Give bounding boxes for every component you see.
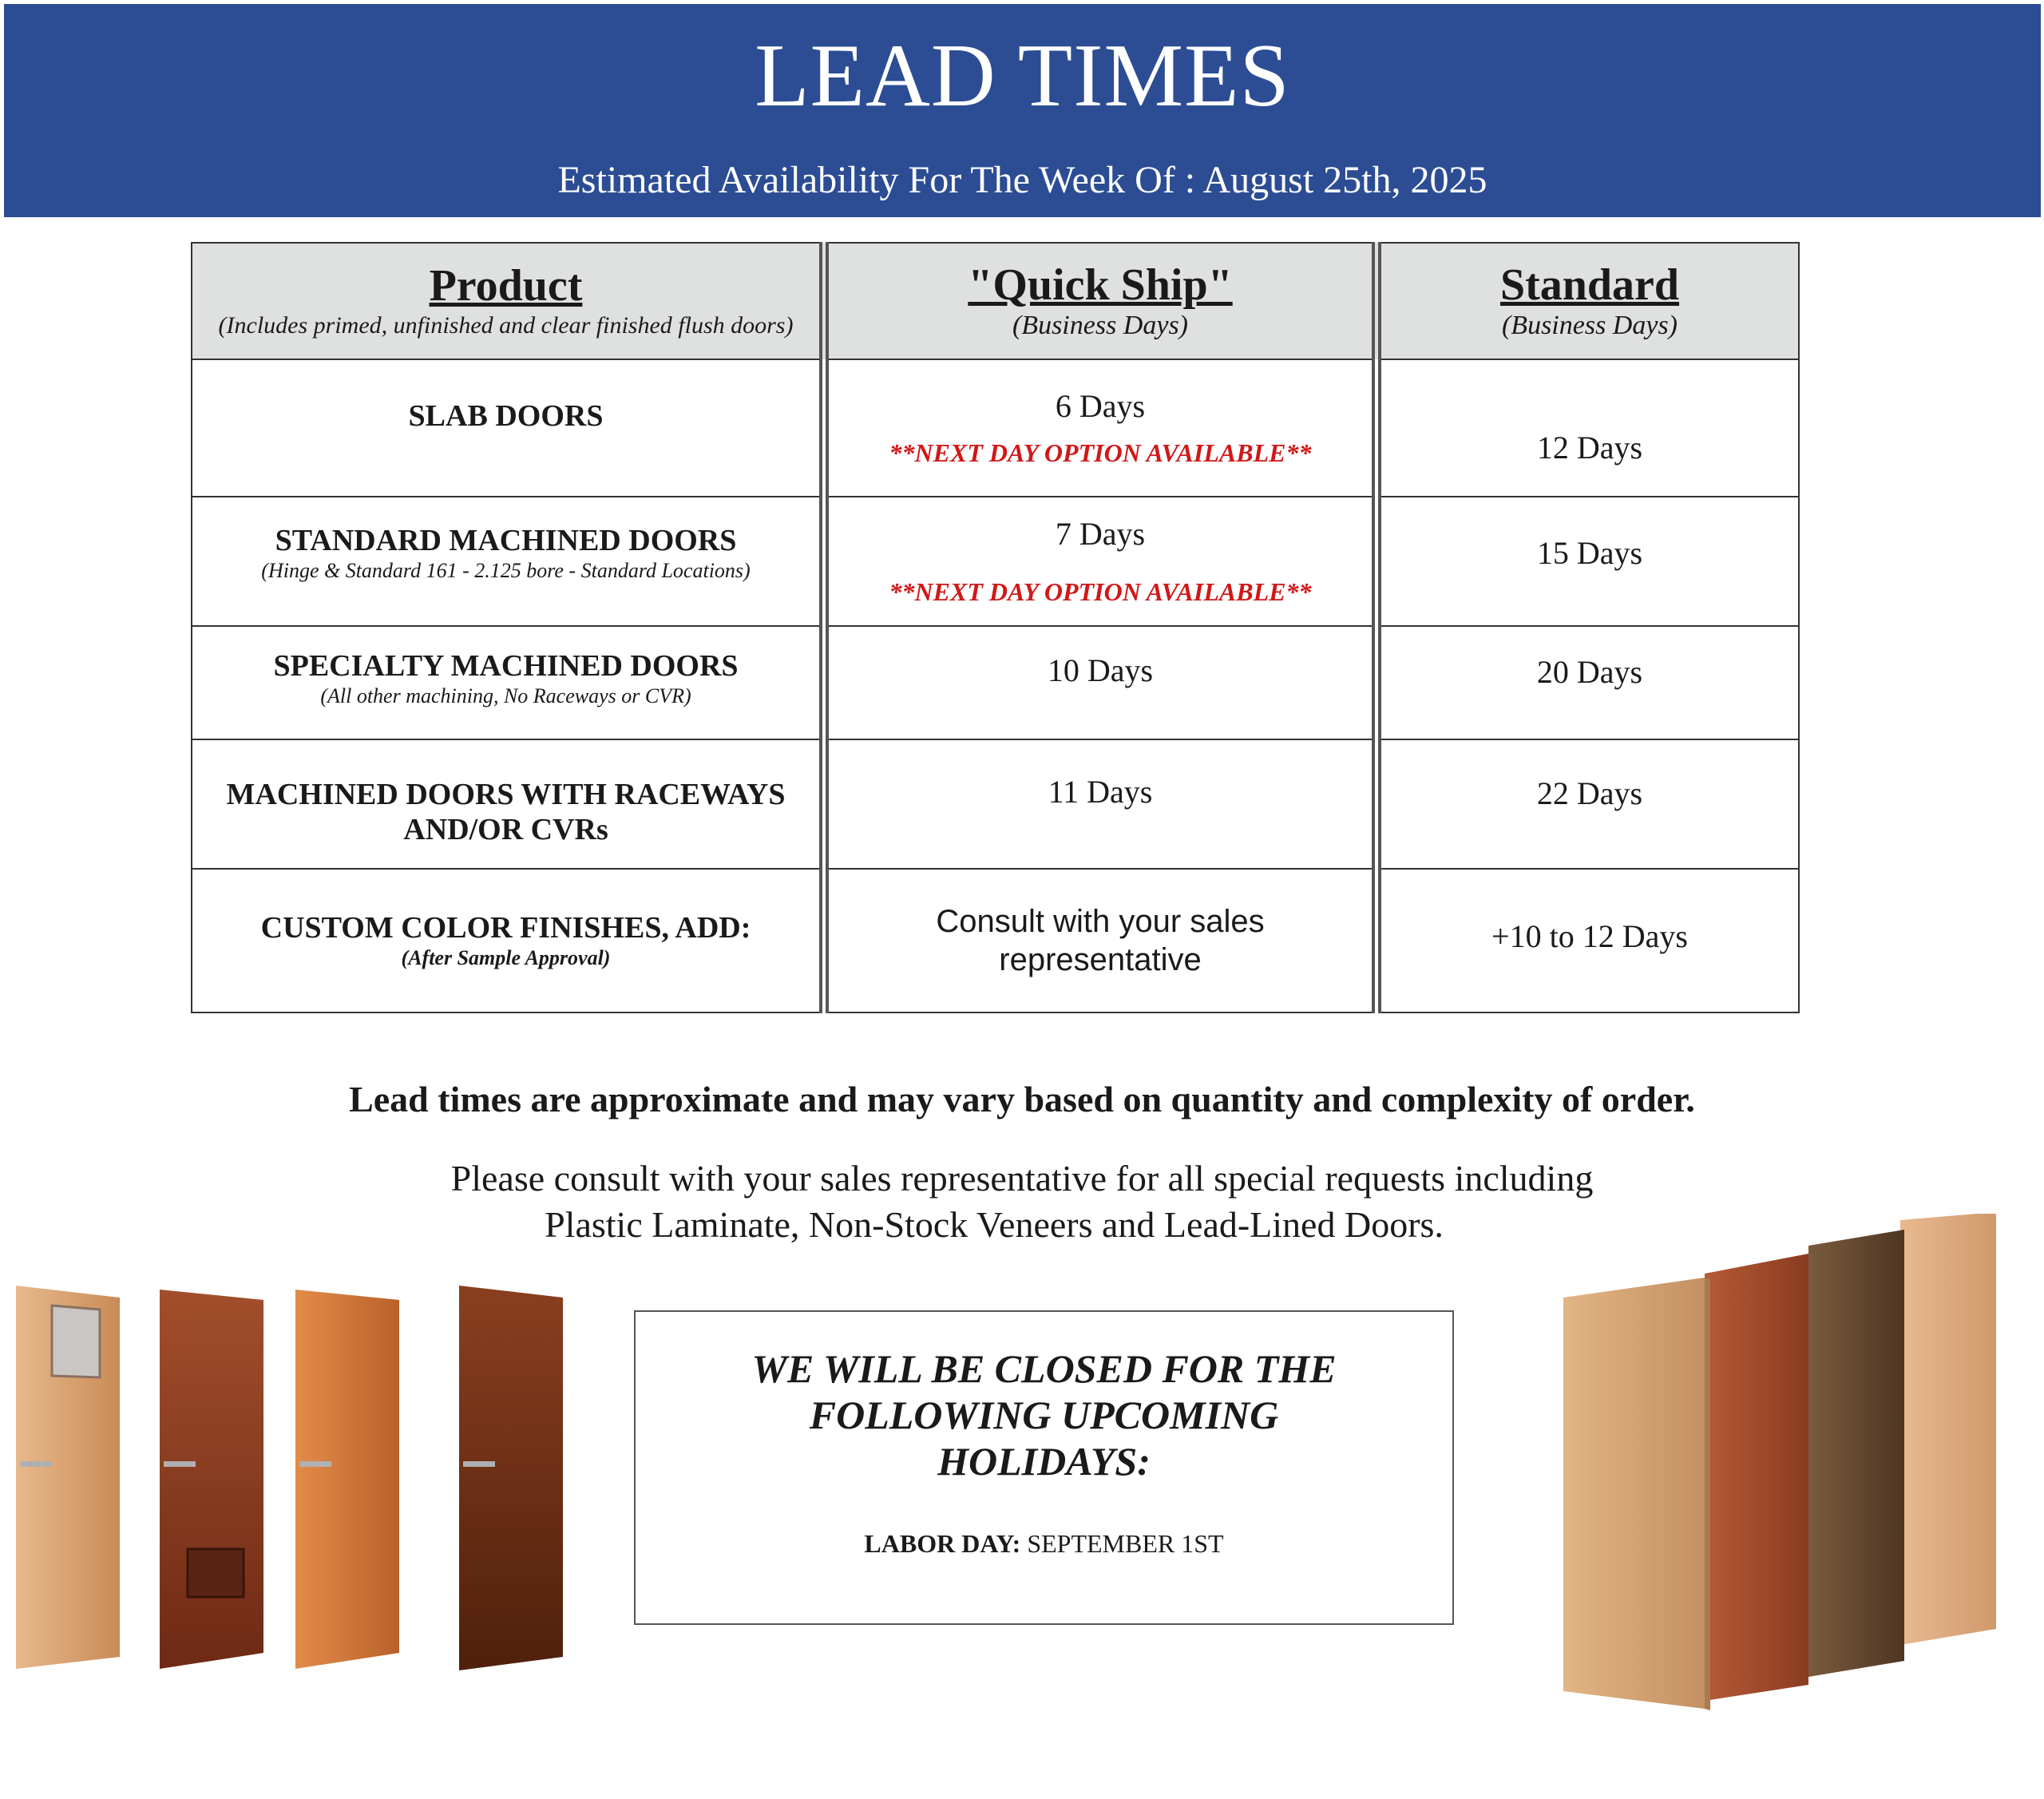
holiday-title bbox=[636, 1345, 1452, 1484]
door-oak-with-window bbox=[16, 1286, 120, 1669]
product-name: MACHINED DOORS WITH RACEWAYS AND/OR CVRs bbox=[226, 778, 786, 846]
header-banner bbox=[4, 4, 2041, 217]
quick-ship-value: 6 Days bbox=[1055, 388, 1146, 424]
standard-value: +10 to 12 Days bbox=[1491, 918, 1688, 954]
product-name: SPECIALTY MACHINED DOORS bbox=[273, 649, 739, 683]
quick-ship-value: 11 Days bbox=[1048, 774, 1153, 810]
product-cell bbox=[192, 497, 824, 626]
standard-value: 20 Days bbox=[1536, 654, 1643, 690]
panel-cherry bbox=[1705, 1254, 1808, 1701]
header-subtitle: (Business Days) bbox=[1501, 311, 1678, 340]
table-row bbox=[192, 626, 1799, 739]
product-note: (Hinge & Standard 161 - 2.125 bore - Standard Locations) bbox=[261, 559, 751, 582]
product-cell bbox=[192, 739, 824, 869]
quick-ship-cell bbox=[824, 739, 1377, 869]
lead-times-table bbox=[191, 242, 1800, 1013]
table-row bbox=[192, 869, 1799, 1012]
standard-value: 22 Days bbox=[1536, 775, 1643, 811]
special-requests-line-1: Please consult with your sales representative for all special requests including bbox=[450, 1158, 1594, 1199]
table-row bbox=[192, 739, 1799, 869]
next-day-note: **NEXT DAY OPTION AVAILABLE** bbox=[889, 577, 1312, 606]
standard-cell bbox=[1377, 497, 1799, 626]
standard-value: 15 Days bbox=[1536, 535, 1643, 571]
standard-cell bbox=[1377, 626, 1799, 739]
quick-ship-cell bbox=[824, 359, 1377, 497]
product-note: (All other machining, No Raceways or CVR) bbox=[320, 684, 691, 707]
header-subtitle: (Business Days) bbox=[1012, 311, 1189, 340]
page-subtitle: Estimated Availability For The Week Of : August 25th, 2025 bbox=[557, 159, 1487, 201]
header-subtitle: (Includes primed, unfinished and clear finished flush doors) bbox=[218, 312, 794, 339]
page-title: LEAD TIMES bbox=[755, 26, 1290, 125]
holiday-date: SEPTEMBER 1ST bbox=[1027, 1529, 1224, 1558]
doors-illustration-left bbox=[0, 1262, 575, 1709]
quick-ship-cell bbox=[824, 497, 1377, 626]
header-title: Standard bbox=[1499, 260, 1680, 310]
product-cell bbox=[192, 869, 824, 1012]
table-row bbox=[192, 359, 1799, 497]
doors-illustration-right bbox=[1549, 1214, 2012, 1725]
header-title: Product bbox=[429, 261, 583, 311]
quick-ship-cell bbox=[824, 626, 1377, 739]
header-quick-ship bbox=[824, 243, 1377, 359]
special-requests-line-2: Plastic Laminate, Non-Stock Veneers and Lead-Lined Doors. bbox=[545, 1204, 1444, 1245]
product-name: CUSTOM COLOR FINISHES, ADD: bbox=[260, 911, 751, 945]
panel-walnut bbox=[1808, 1230, 1904, 1677]
quick-ship-cell bbox=[824, 869, 1377, 1012]
standard-value: 12 Days bbox=[1536, 430, 1643, 466]
panel-oak bbox=[1563, 1278, 1710, 1710]
holiday-item bbox=[636, 1528, 1452, 1559]
next-day-note: **NEXT DAY OPTION AVAILABLE** bbox=[889, 438, 1312, 467]
header-title: "Quick Ship" bbox=[968, 260, 1233, 310]
product-cell bbox=[192, 359, 824, 497]
table-header-row bbox=[192, 243, 1799, 359]
standard-cell bbox=[1377, 739, 1799, 869]
holiday-label: LABOR DAY: bbox=[864, 1529, 1021, 1558]
quick-ship-value: 10 Days bbox=[1047, 652, 1154, 688]
door-walnut bbox=[459, 1286, 563, 1670]
product-note: (After Sample Approval) bbox=[401, 946, 611, 969]
product-name: SLAB DOORS bbox=[408, 399, 604, 433]
holiday-title-text: WE WILL BE CLOSED FOR THE FOLLOWING UPCOMING HOLIDAYS: bbox=[751, 1346, 1337, 1484]
quick-ship-value: Consult with your sales representative bbox=[936, 904, 1265, 977]
door-mahogany-with-louver bbox=[160, 1290, 263, 1669]
standard-cell bbox=[1377, 869, 1799, 1012]
door-cherry bbox=[295, 1290, 399, 1669]
panel-light-oak bbox=[1900, 1214, 1996, 1645]
product-name: STANDARD MACHINED DOORS bbox=[275, 524, 737, 557]
standard-cell bbox=[1377, 359, 1799, 497]
disclaimer-bold: Lead times are approximate and may vary based on quantity and complexity of order. bbox=[349, 1079, 1695, 1119]
table-row bbox=[192, 497, 1799, 626]
quick-ship-value: 7 Days bbox=[1055, 516, 1146, 552]
holiday-notice bbox=[634, 1310, 1454, 1625]
product-cell bbox=[192, 626, 824, 739]
header-product bbox=[192, 243, 824, 359]
header-standard bbox=[1377, 243, 1799, 359]
